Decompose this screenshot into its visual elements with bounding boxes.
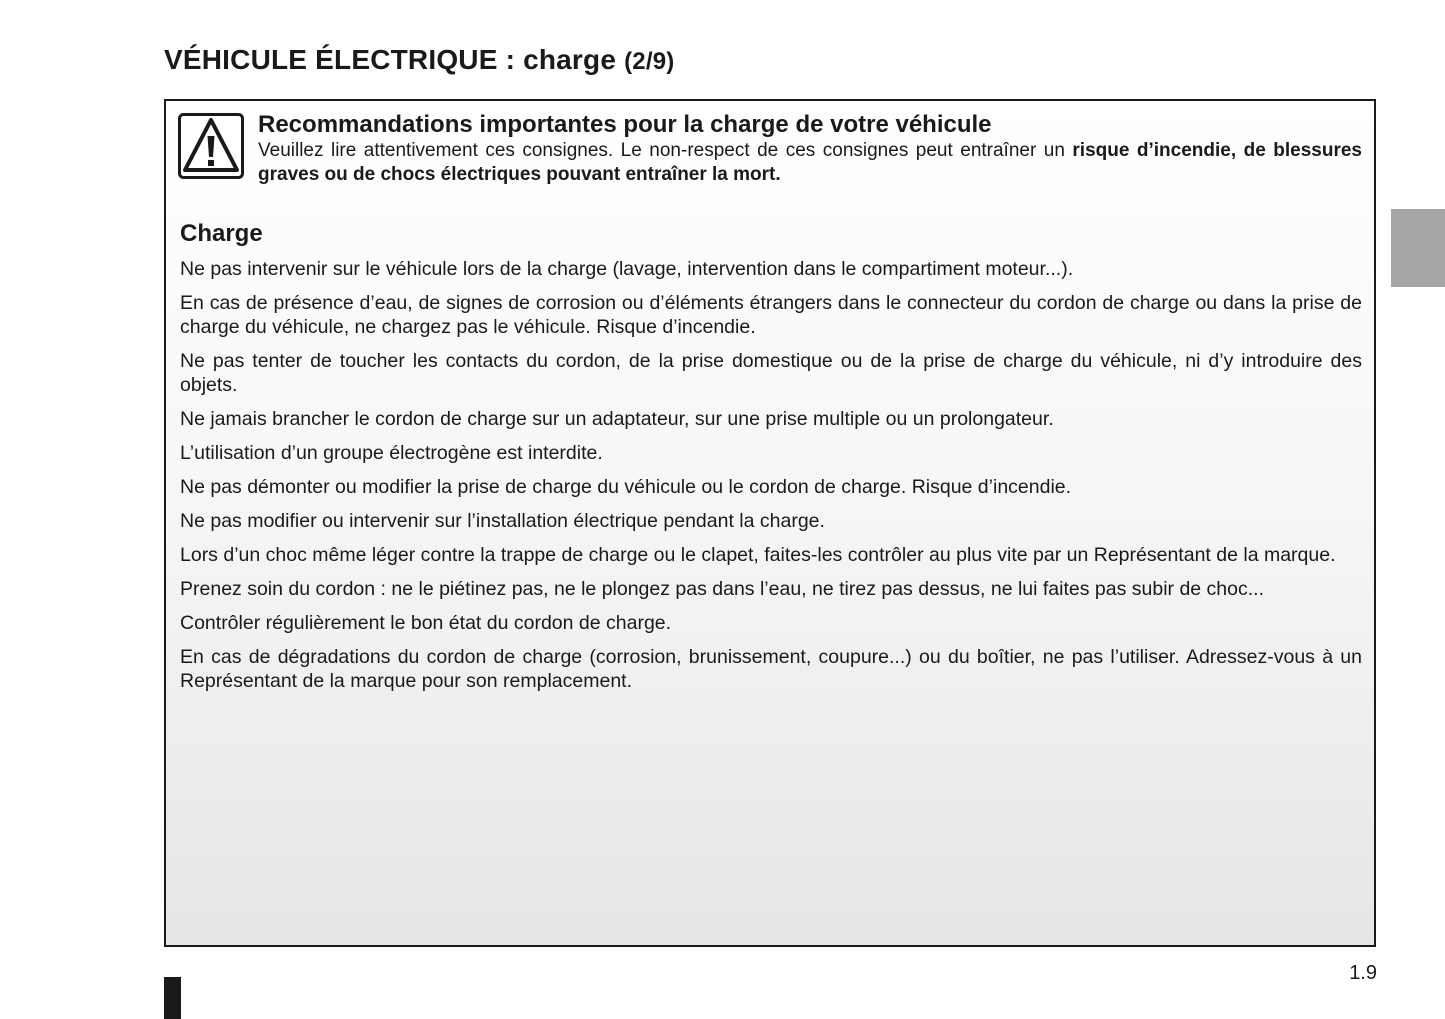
charge-heading: Charge: [180, 220, 263, 247]
warning-text-plain: Veuillez lire attentivement ces consignes. Le non-respect de ces consignes peut entraîner un: [258, 140, 1073, 161]
charge-section: [180, 219, 1362, 703]
page-corner-mark: [164, 977, 181, 1019]
warning-text-bold: risque d’incendie, de blessures graves ou de chocs électriques pouvant entraîner la mort.: [258, 140, 1362, 185]
page-title: [164, 44, 674, 76]
charge-rule: En cas de dégradations du cordon de charge (corrosion, brunissement, coupure...) ou du boîtier, ne pas l’utiliser. Adressez-vous à un Représentant de la marque pour son remplacement.: [180, 646, 1362, 692]
charge-rule: Ne pas tenter de toucher les contacts du cordon, de la prise domestique ou de la prise de charge du véhicule, ni d’y introduire des objets.: [180, 350, 1362, 396]
warning-box: [164, 99, 1376, 947]
page-number: 1.9: [1349, 962, 1377, 984]
chapter-tab: [1391, 209, 1445, 287]
page-title-text: VÉHICULE ÉLECTRIQUE : charge: [164, 44, 617, 75]
charge-rule: Lors d’un choc même léger contre la trappe de charge ou le clapet, faites-les contrôler au plus vite par un Représentant de la marque.: [180, 544, 1336, 566]
warning-text: [258, 139, 1362, 187]
warning-header: [258, 111, 1362, 187]
charge-rule: Prenez soin du cordon : ne le piétinez pas, ne le plongez pas dans l’eau, ne tirez pas dessus, ne lui faites pas subir de choc...: [180, 578, 1265, 600]
page-title-suffix: (2/9): [624, 48, 675, 75]
charge-rule: L’utilisation d’un groupe électrogène est interdite.: [180, 442, 603, 464]
charge-rule: Ne pas modifier ou intervenir sur l’installation électrique pendant la charge.: [180, 510, 825, 532]
charge-rule: En cas de présence d’eau, de signes de corrosion ou d’éléments étrangers dans le connecteur du cordon de charge ou dans la prise de charge du véhicule, ne chargez pas le véhicule. Risque d’incendie.: [180, 292, 1362, 338]
warning-heading: Recommandations importantes pour la charge de votre véhicule: [258, 111, 992, 138]
warning-triangle-icon: [178, 113, 244, 179]
charge-rule: Contrôler régulièrement le bon état du cordon de charge.: [180, 612, 672, 634]
charge-rule: Ne pas intervenir sur le véhicule lors de la charge (lavage, intervention dans le compartiment moteur...).: [180, 258, 1074, 280]
charge-rule: Ne pas démonter ou modifier la prise de charge du véhicule ou le cordon de charge. Risque d’incendie.: [180, 476, 1072, 498]
charge-rule: Ne jamais brancher le cordon de charge sur un adaptateur, sur une prise multiple ou un prolongateur.: [180, 408, 1054, 430]
